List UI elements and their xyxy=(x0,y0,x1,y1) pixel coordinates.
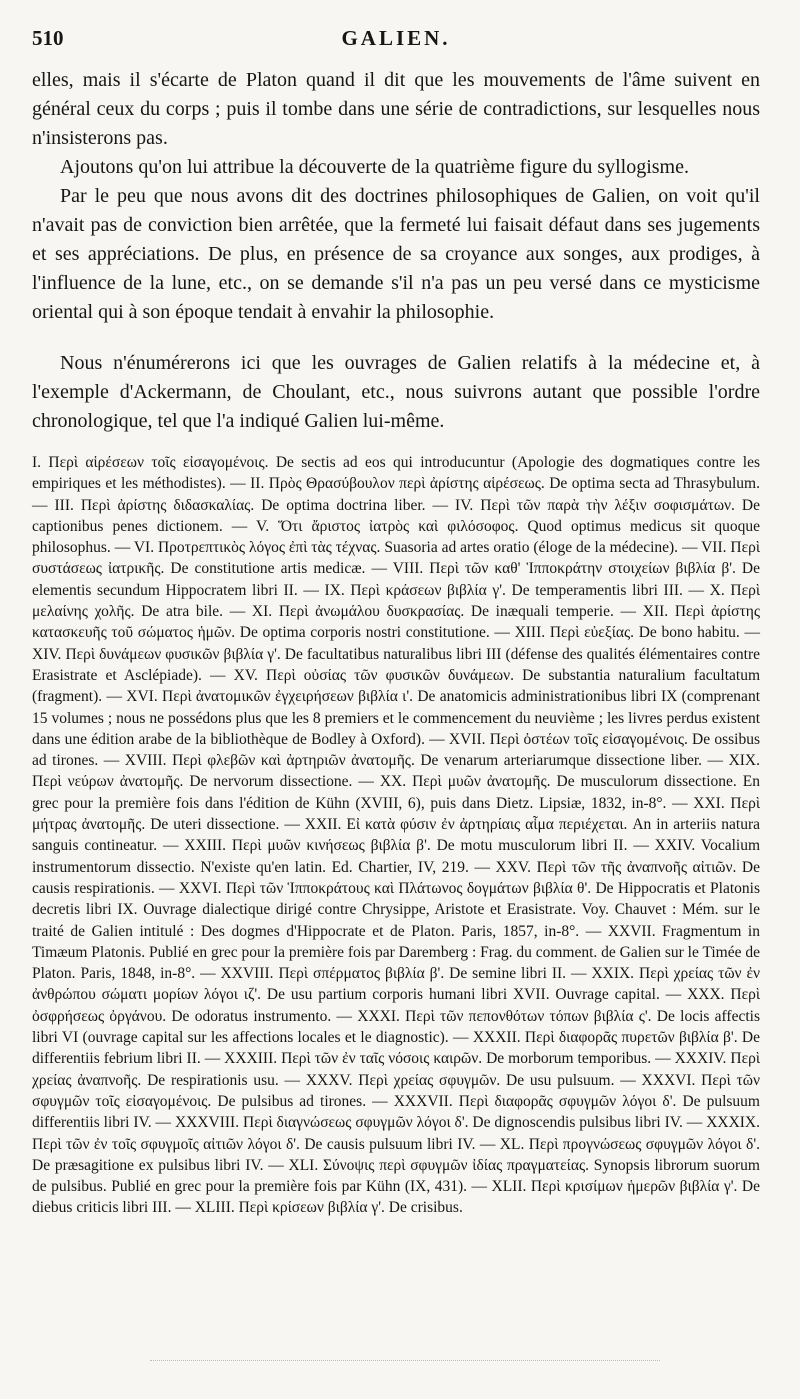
page-number: 510 xyxy=(32,26,64,50)
paragraph: Nous n'énumérerons ici que les ouvrages de Galien relatifs à la médecine et, à l'exemple d'Ackermann, de Choulant, etc., nous suivrons autant que possible l'ordre chronologique, tel que l'a indiqué Galien lui-même. xyxy=(32,352,760,432)
bibliography-list xyxy=(32,452,760,1219)
paragraph: Par le peu que nous avons dit des doctrines philosophiques de Galien, on voit qu'il n'avait pas de conviction bien arrêtée, que la fermeté lui faisait défaut dans ses jugements et ses appréciations. De plus, en présence de sa croyance aux songes, aux prodiges, à l'influence de la lune, etc., on se demande s'il n'a pas un peu versé dans ce mysticisme oriental qui à son époque tendait à envahir la philosophie. xyxy=(32,185,760,323)
running-title: GALIEN. xyxy=(341,26,451,50)
paragraph: elles, mais il s'écarte de Platon quand il dit que les mouvements de l'âme suivent en général ceux du corps ; puis il tombe dans une série de contradictions, sur lesquelles nous n'insisterons pas. xyxy=(32,69,760,149)
body-text xyxy=(32,66,760,436)
running-head xyxy=(32,22,760,54)
bibliography-text: I. Περὶ αἱρέσεων τοῖς εἰσαγομένοις. De sectis ad eos qui introducuntur (Apologie des dogmatiques contre les empiriques et les méthodistes). — II. Πρὸς Θρασύβουλον περὶ ἀρίστης αἱρέσεως. De optima secta ad Thrasybulum. — III. Περὶ ἀρίστης διδασκαλίας. De optima doctrina liber. — IV. Περὶ τῶν παρὰ τὴν λέξιν σοφισμάτων. De captionibus penes dictionem. — V. Ὅτι ἄριστος ἰατρὸς καὶ φιλόσοφος. Quod optimus medicus sit quoque philosophus. — VI. Προτρεπτικὸς λόγος ἐπὶ τὰς τέχνας. Suasoria ad artes oratio (éloge de la médecine). — VII. Περὶ συστάσεως ἰατρικῆς. De constitutione artis medicæ. — VIII. Περὶ τῶν καθ' Ἱπποκράτην στοιχείων βιβλία β'. De elementis secundum Hippocratem libri II. — IX. Περὶ κράσεων βιβλία γ'. De temperamentis libri III. — X. Περὶ μελαίνης χολῆς. De atra bile. — XI. Περὶ ἀνωμάλου δυσκρασίας. De inæquali temperie. — XII. Περὶ ἀρίστης κατασκευῆς τοῦ σώματος ἡμῶν. De optima corporis nostri constitutione. — XIII. Περὶ εὐεξίας. De bono habitu. — XIV. Περὶ δυνάμεων φυσικῶν βιβλία γ'. De facultatibus naturalibus libri III (défense des qualités élémentaires contre Erasistrate et Asclépiade). — XV. Περὶ οὐσίας τῶν φυσικῶν δυνάμεων. De substantia naturalium facultatum (fragment). — XVI. Περὶ ἀνατομικῶν ἐγχειρήσεων βιβλία ι'. De anatomicis administrationibus libri IX (comprenant 15 volumes ; nous ne possédons plus que les 8 premiers et le commencement du neuvième ; les livres perdus existent dans une édition arabe de la bibliothèque de Bodley à Oxford). — XVII. Περὶ ὀστέων τοῖς εἰσαγομένοις. De ossibus ad tirones. — XVIII. Περὶ φλεβῶν καὶ ἀρτηριῶν ἀνατομῆς. De venarum arteriarumque dissectione liber. — XIX. Περὶ νεύρων ἀνατομῆς. De nervorum dissectione. — XX. Περὶ μυῶν ἀνατομῆς. De musculorum dissectione. En grec pour la première fois dans l'édition de Kühn (XVIII, 6), puis dans Dietz. Lipsiæ, 1832, in-8°. — XXI. Περὶ μήτρας ἀνατομῆς. De uteri dissectione. — XXII. Εἰ κατὰ φύσιν ἐν ἀρτηρίαις αἷμα περιέχεται. An in arteriis natura sanguis contineatur. — XXIII. Περὶ μυῶν κινήσεως βιβλία β'. De motu musculorum libri II. — XXIV. Vocalium instrumentorum dissectio. N'existe qu'en latin. Ed. Chartier, IV, 219. — XXV. Περὶ τῶν τῆς ἀναπνοῆς αἰτιῶν. De causis respirationis. — XXVI. Περὶ τῶν Ἱπποκράτους καὶ Πλάτωνος δογμάτων βιβλία θ'. De Hippocratis et Platonis decretis libri IX. Ouvrage dialectique dirigé contre Chrysippe, Aristote et Erasistrate. Voy. Chauvet : Mém. sur le traité de Galien intitulé : Des dogmes d'Hippocrate et de Platon. Paris, 1857, in-8°. — XXVII. Fragmentum in Timæum Platonis. Publié en grec pour la première fois par Daremberg : Frag. du comment. de Galien sur le Timée de Platon. Paris, 1848, in-8°. — XXVIII. Περὶ σπέρματος βιβλία β'. De semine libri II. — XXIX. Περὶ χρείας τῶν ἐν ἀνθρώπου σώματι μορίων λόγοι ιζ'. De usu partium corporis humani libri XVII. Ouvrage capital. — XXX. Περὶ ὀσφρήσεως ὀργάνου. De odoratus instrumento. — XXXI. Περὶ τῶν πεπονθότων τόπων βιβλία ς'. De locis affectis libri VI (ouvrage capital sur les affections locales et le diagnostic). — XXXII. Περὶ διαφορᾶς πυρετῶν βιβλία β'. De differentiis febrium libri II. — XXXIII. Περὶ τῶν ἐν ταῖς νόσοις καιρῶν. De morborum temporibus. — XXXIV. Περὶ χρείας ἀναπνοῆς. De respirationis usu. — XXXV. Περὶ χρείας σφυγμῶν. De usu pulsuum. — XXXVI. Περὶ τῶν σφυγμῶν τοῖς εἰσαγομένοις. De pulsibus ad tirones. — XXXVII. Περὶ διαφορᾶς σφυγμῶν λόγοι δ'. De pulsuum differentiis libri IV. — XXXVIII. Περὶ διαγνώσεως σφυγμῶν λόγοι δ'. De dignoscendis pulsibus libri IV. — XXXIX. Περὶ τῶν ἐν τοῖς σφυγμοῖς αἰτιῶν λόγοι δ'. De causis pulsuum libri IV. — XL. Περὶ προγνώσεως σφυγμῶν λόγοι δ'. De præsagitione ex pulsibus libri IV. — XLI. Σύνοψις περὶ σφυγμῶν ἰδίας πραγματείας. Synopsis librorum suorum de pulsibus. Publié en grec pour la première fois par Kühn (IX, 431). — XLII. Περὶ κρισίμων ἡμερῶν βιβλία γ'. De diebus criticis libri III. — XLIII. Περὶ κρίσεων βιβλία γ'. De crisibus. xyxy=(32,454,760,1217)
bottom-rule xyxy=(150,1360,660,1361)
paragraph: Ajoutons qu'on lui attribue la découverte de la quatrième figure du syllogisme. xyxy=(60,156,689,178)
